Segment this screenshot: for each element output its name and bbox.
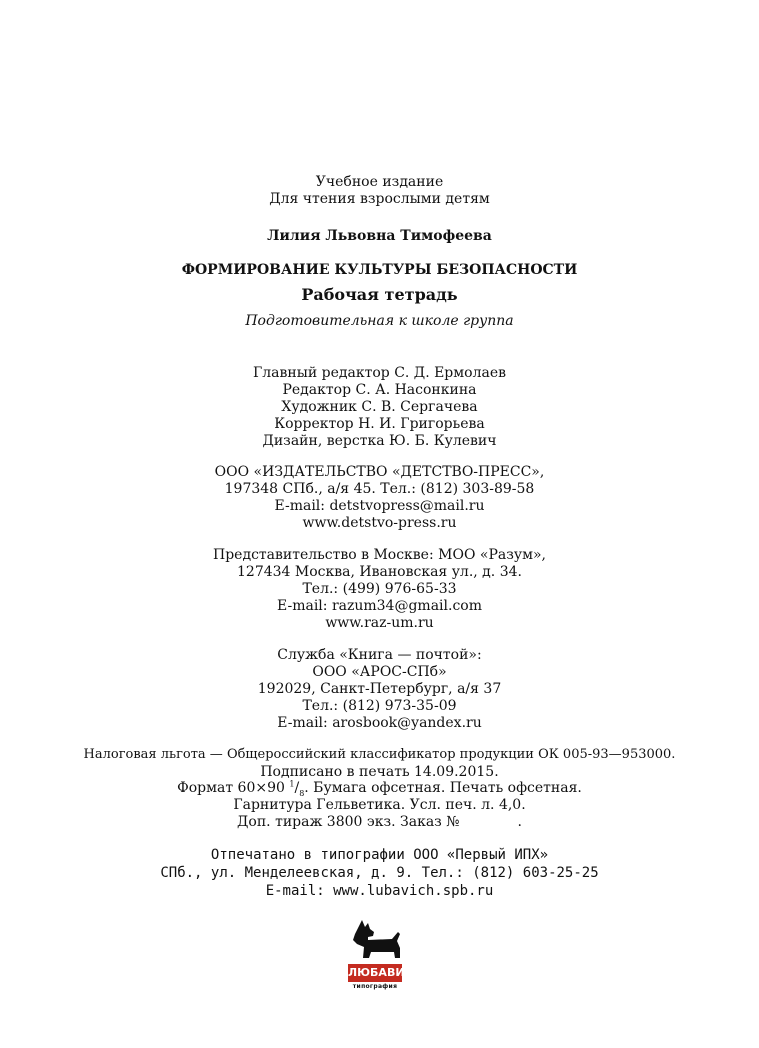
format-prefix: Формат 60×90 bbox=[177, 780, 290, 796]
signed-line: Подписано в печать 14.09.2015. bbox=[260, 764, 499, 780]
mail-service-line: 192029, Санкт-Петербург, а/я 37 bbox=[257, 681, 502, 697]
staff-line: Художник С. В. Сергачева bbox=[281, 399, 478, 415]
mail-service-line: ООО «АРОС-СПб» bbox=[312, 664, 447, 680]
format-line: Формат 60×90 $^1/_8$. Бумага офсетная. Печать офсетная. bbox=[177, 779, 582, 798]
audience: Для чтения взрослыми детям bbox=[269, 191, 490, 207]
book-subtitle: Рабочая тетрадь bbox=[301, 285, 458, 304]
format-numerator: 1 bbox=[289, 779, 295, 789]
print-run: Доп. тираж 3800 экз. Заказ № bbox=[237, 814, 460, 830]
order-end: . bbox=[517, 814, 522, 830]
format-suffix: . Бумага офсетная. Печать офсетная. bbox=[304, 780, 582, 796]
book-title: ФОРМИРОВАНИЕ КУЛЬТУРЫ БЕЗОПАСНОСТИ bbox=[181, 262, 578, 278]
moscow-email: E-mail: razum34@gmail.com bbox=[276, 598, 482, 614]
moscow-website: www.raz-um.ru bbox=[325, 615, 434, 631]
printer-email: E-mail: www.lubavich.spb.ru bbox=[265, 883, 494, 899]
staff-line: Дизайн, верстка Ю. Б. Кулевич bbox=[262, 433, 497, 449]
printer-line: Отпечатано в типографии ООО «Первый ИПХ» bbox=[210, 847, 549, 863]
edition-type: Учебное издание bbox=[315, 174, 444, 190]
tax-line: Налоговая льгота — Общероссийский классификатор продукции ОК 005-93—953000. bbox=[83, 747, 676, 762]
printer-line: СПб., ул. Менделеевская, д. 9. Тел.: (812) 603-25-25 bbox=[160, 865, 599, 881]
staff-line: Корректор Н. И. Григорьева bbox=[274, 416, 485, 432]
publisher-line: ООО «ИЗДАТЕЛЬСТВО «ДЕТСТВО-ПРЕСС», bbox=[214, 464, 545, 480]
logo-caption: типография bbox=[352, 983, 398, 990]
scottie-dog-icon bbox=[344, 918, 414, 968]
mail-service-line: Тел.: (812) 973-35-09 bbox=[302, 698, 457, 714]
format-denominator: 8 bbox=[299, 788, 305, 798]
print-run-line bbox=[0, 815, 759, 829]
mail-service-email: E-mail: arosbook@yandex.ru bbox=[277, 715, 482, 731]
mail-service-line: Служба «Книга — почтой»: bbox=[277, 647, 482, 663]
moscow-line: Тел.: (499) 976-65-33 bbox=[302, 581, 457, 597]
book-group: Подготовительная к школе группа bbox=[245, 313, 514, 329]
publisher-line: 197348 СПб., а/я 45. Тел.: (812) 303-89-58 bbox=[224, 481, 535, 497]
logo-name: ЛЮБАВИЧ bbox=[348, 964, 402, 982]
moscow-line: Представительство в Москве: МОО «Разум», bbox=[213, 547, 546, 563]
staff-line: Главный редактор С. Д. Ермолаев bbox=[253, 365, 506, 381]
staff-line: Редактор С. А. Насонкина bbox=[282, 382, 477, 398]
moscow-line: 127434 Москва, Ивановская ул., д. 34. bbox=[237, 564, 522, 580]
author-name: Лилия Львовна Тимофеева bbox=[267, 228, 492, 244]
publisher-email: E-mail: detstvopress@mail.ru bbox=[274, 498, 485, 514]
typeface-line: Гарнитура Гельветика. Усл. печ. л. 4,0. bbox=[233, 797, 526, 813]
publisher-website: www.detstvo-press.ru bbox=[302, 515, 457, 531]
printer-logo bbox=[340, 918, 418, 994]
